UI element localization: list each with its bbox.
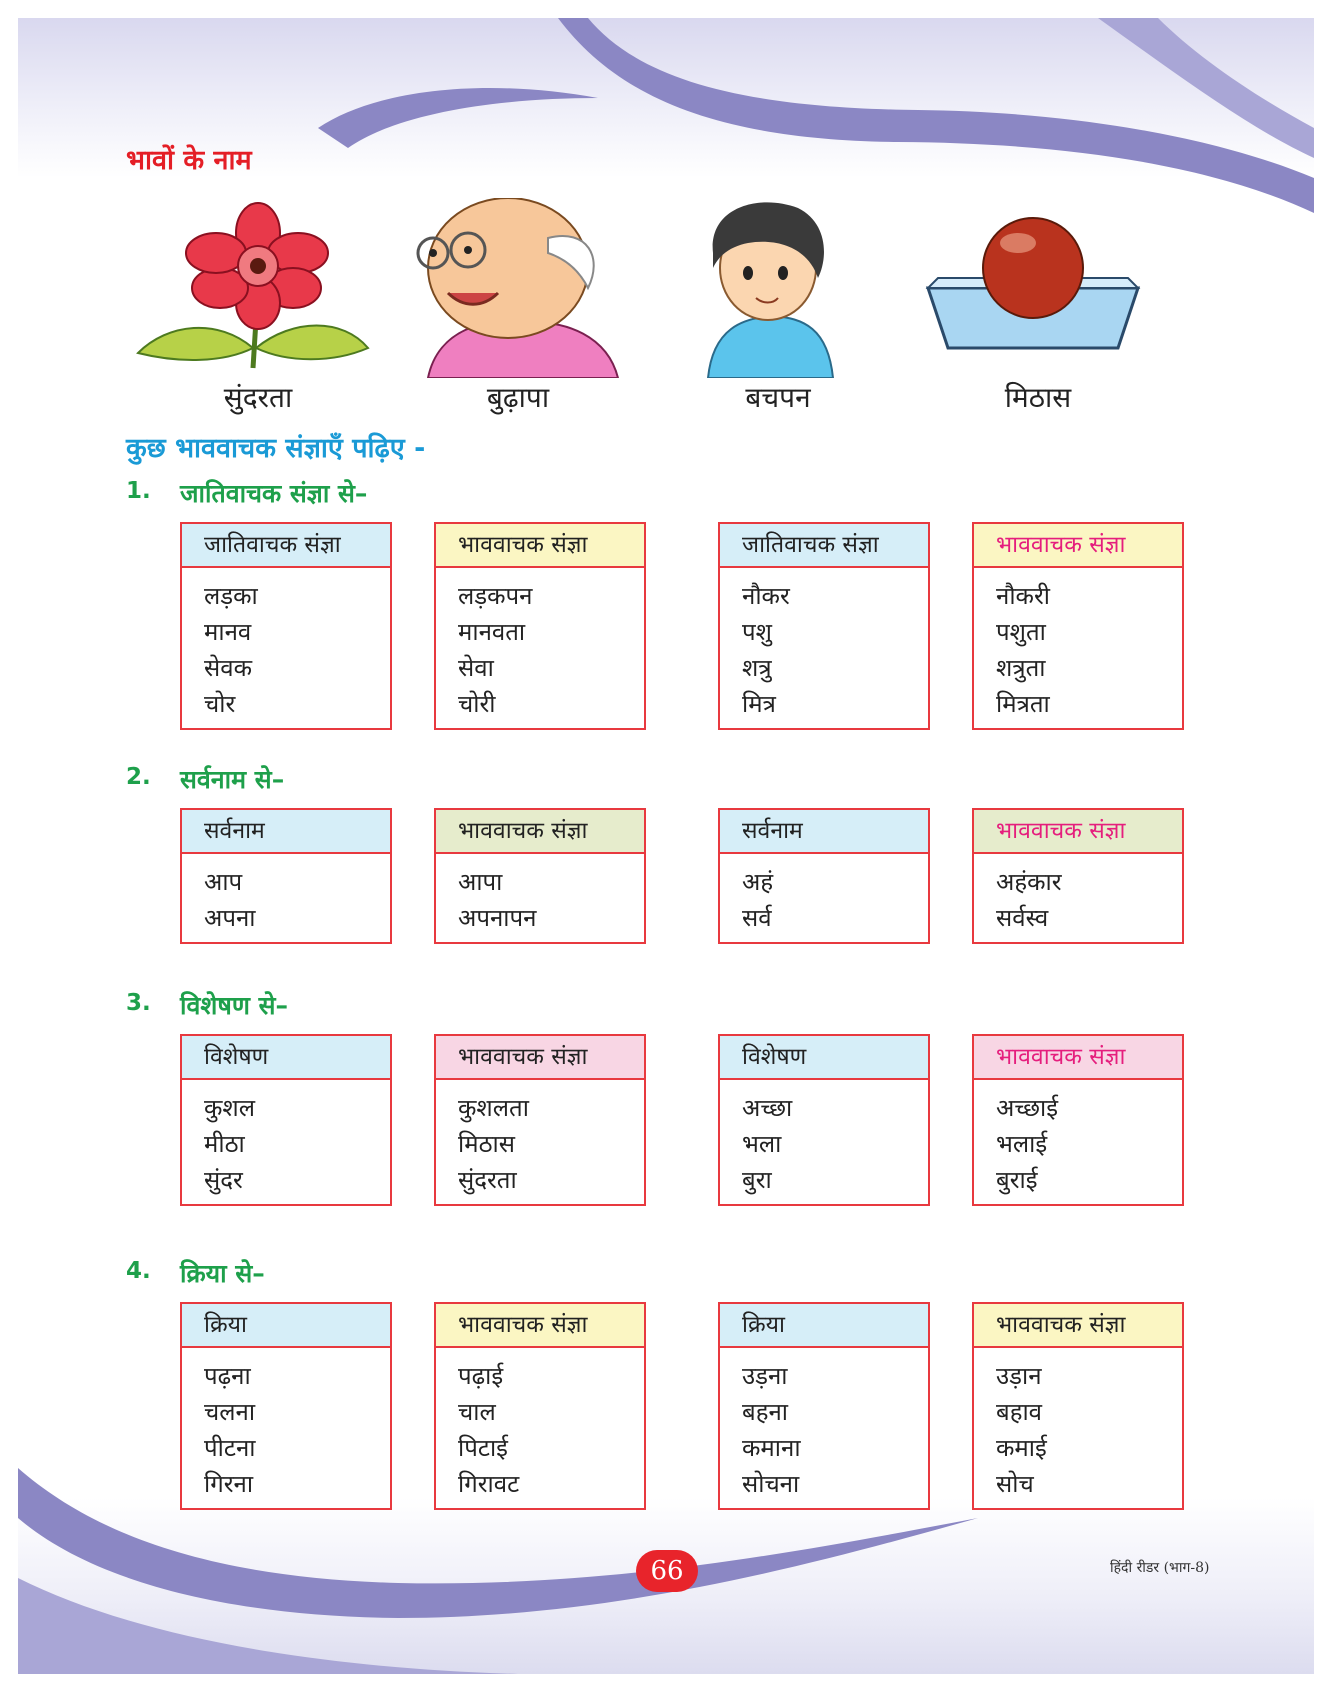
list-item: सोच xyxy=(996,1470,1034,1498)
word-box xyxy=(180,522,392,730)
subheading: कुछ भाववाचक संज्ञाएँ पढ़िए - xyxy=(126,433,426,464)
list-item: भला xyxy=(742,1130,782,1158)
list-item: शत्रुता xyxy=(996,654,1046,682)
list-item: चाल xyxy=(458,1398,496,1426)
list-item: लड़कपन xyxy=(458,582,533,610)
list-item: शत्रु xyxy=(742,654,772,682)
box-header: भाववाचक संज्ञा xyxy=(436,1304,644,1348)
section-number: 4. xyxy=(126,1258,151,1284)
list-item: पिटाई xyxy=(458,1434,508,1462)
section-title: क्रिया से– xyxy=(180,1259,265,1288)
box-header: विशेषण xyxy=(182,1036,390,1080)
word-box xyxy=(180,1034,392,1206)
list-item: कमाई xyxy=(996,1434,1047,1462)
word-box xyxy=(718,1302,930,1510)
caption-child: बचपन xyxy=(745,381,811,414)
list-item: आप xyxy=(204,868,243,896)
list-item: अच्छाई xyxy=(996,1094,1058,1122)
list-item: कमाना xyxy=(742,1434,801,1462)
list-item: बहाव xyxy=(996,1398,1043,1426)
list-item: चोर xyxy=(204,690,236,718)
list-item: बहना xyxy=(742,1398,788,1426)
list-item: मिठास xyxy=(458,1130,515,1158)
word-box xyxy=(180,1302,392,1510)
list-item: नौकरी xyxy=(996,582,1050,610)
word-box xyxy=(434,522,646,730)
section-number: 3. xyxy=(126,990,151,1016)
list-item: अहं xyxy=(742,868,774,896)
list-item: पशु xyxy=(742,618,772,646)
section-title: सर्वनाम से– xyxy=(180,765,285,794)
word-box xyxy=(434,1302,646,1510)
list-item: पढ़ाई xyxy=(458,1362,504,1390)
section-number: 1. xyxy=(126,478,151,504)
box-header: क्रिया xyxy=(720,1304,928,1348)
list-item: बुरा xyxy=(742,1166,772,1194)
box-header: भाववाचक संज्ञा xyxy=(436,1036,644,1080)
box-header: भाववाचक संज्ञा xyxy=(436,524,644,568)
box-header: विशेषण xyxy=(720,1036,928,1080)
box-header: भाववाचक संज्ञा xyxy=(974,524,1182,568)
word-box xyxy=(972,808,1184,944)
list-item: पढ़ना xyxy=(204,1362,251,1390)
list-item: गिरना xyxy=(204,1470,254,1498)
list-item: सेवा xyxy=(458,654,494,682)
old-man-icon xyxy=(388,198,648,378)
box-header: भाववाचक संज्ञा xyxy=(974,810,1182,854)
list-item: चोरी xyxy=(458,690,496,718)
list-item: आपा xyxy=(458,868,503,896)
box-header: भाववाचक संज्ञा xyxy=(974,1304,1182,1348)
list-item: सोचना xyxy=(742,1470,800,1498)
box-header: सर्वनाम xyxy=(182,810,390,854)
list-item: गिरावट xyxy=(458,1470,520,1498)
list-item: उड़ान xyxy=(996,1362,1042,1390)
page-number: 66 xyxy=(636,1550,698,1592)
box-header: सर्वनाम xyxy=(720,810,928,854)
list-item: नौकर xyxy=(742,582,790,610)
list-item: अहंकार xyxy=(996,868,1062,896)
list-item: मित्रता xyxy=(996,690,1050,718)
list-item: सुंदर xyxy=(204,1166,243,1194)
list-item: कुशलता xyxy=(458,1094,529,1122)
word-box xyxy=(434,1034,646,1206)
list-item: उड़ना xyxy=(742,1362,788,1390)
list-item: पीटना xyxy=(204,1434,256,1462)
list-item: अच्छा xyxy=(742,1094,793,1122)
section-title: विशेषण से– xyxy=(180,991,289,1020)
box-header: जातिवाचक संज्ञा xyxy=(720,524,928,568)
word-box xyxy=(180,808,392,944)
word-box xyxy=(718,522,930,730)
caption-old-man: बुढ़ापा xyxy=(486,381,550,414)
box-header: भाववाचक संज्ञा xyxy=(436,810,644,854)
page xyxy=(18,18,1314,1674)
word-box xyxy=(972,1034,1184,1206)
box-header: क्रिया xyxy=(182,1304,390,1348)
flower-icon xyxy=(128,198,388,378)
list-item: मानव xyxy=(204,618,252,646)
list-item: अपनापन xyxy=(458,904,537,932)
list-item: लड़का xyxy=(204,582,258,610)
sweet-icon xyxy=(908,198,1168,378)
section-number: 2. xyxy=(126,764,151,790)
list-item: सर्वस्व xyxy=(996,904,1049,932)
footer-book-title: हिंदी रीडर (भाग-8) xyxy=(1110,1560,1210,1576)
page-title: भावों के नाम xyxy=(126,145,252,176)
list-item: कुशल xyxy=(204,1094,256,1122)
word-box xyxy=(972,1302,1184,1510)
list-item: अपना xyxy=(204,904,256,932)
section-title: जातिवाचक संज्ञा से– xyxy=(180,479,368,508)
list-item: चलना xyxy=(204,1398,256,1426)
word-box xyxy=(718,1034,930,1206)
list-item: भलाई xyxy=(996,1130,1048,1158)
box-header: जातिवाचक संज्ञा xyxy=(182,524,390,568)
list-item: सर्व xyxy=(742,904,772,932)
word-box xyxy=(972,522,1184,730)
caption-sweet: मिठास xyxy=(1004,381,1072,414)
caption-flower: सुंदरता xyxy=(223,381,293,414)
box-header: भाववाचक संज्ञा xyxy=(974,1036,1182,1080)
list-item: मित्र xyxy=(742,690,776,718)
list-item: मीठा xyxy=(204,1130,245,1158)
list-item: मानवता xyxy=(458,618,526,646)
child-icon xyxy=(648,198,908,378)
word-box xyxy=(718,808,930,944)
list-item: बुराई xyxy=(996,1166,1038,1194)
list-item: पशुता xyxy=(996,618,1046,646)
list-item: सुंदरता xyxy=(458,1166,517,1194)
list-item: सेवक xyxy=(204,654,252,682)
word-box xyxy=(434,808,646,944)
